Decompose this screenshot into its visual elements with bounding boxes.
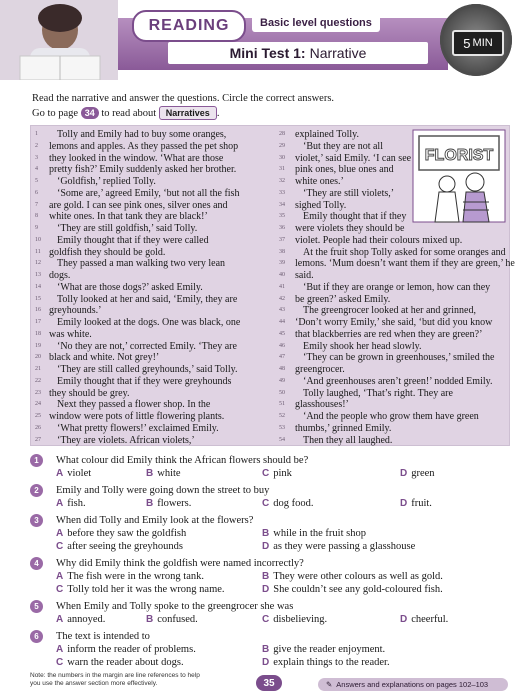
passage-line bbox=[279, 282, 505, 294]
line-text: greengrocer. bbox=[295, 364, 345, 375]
instructions-end: . bbox=[216, 108, 220, 119]
passage-line bbox=[35, 223, 271, 235]
passage-line bbox=[279, 364, 505, 376]
line-number: 17 bbox=[35, 319, 41, 325]
passage-line bbox=[35, 211, 271, 223]
option-text: She couldn’t see any gold-coloured fish. bbox=[273, 584, 443, 595]
question-text: The text is intended to bbox=[56, 631, 150, 642]
line-number: 31 bbox=[279, 166, 285, 173]
line-number: 14 bbox=[35, 283, 41, 290]
passage-line bbox=[35, 294, 271, 306]
instructions-line-2 bbox=[32, 106, 502, 121]
option-text: Tolly told her it was the wrong name. bbox=[67, 584, 225, 595]
option-text: disbelieving. bbox=[273, 614, 328, 625]
question-text: When Emily and Tolly spoke to the greengrocer she was bbox=[56, 601, 294, 612]
option-text: warn the reader about dogs. bbox=[67, 657, 184, 668]
option-text: confused. bbox=[157, 614, 198, 625]
line-text: Emily thought that if they bbox=[303, 211, 407, 223]
line-number: 39 bbox=[279, 260, 285, 267]
line-text: ‘But if they are orange or lemon, how can they bbox=[303, 281, 491, 293]
line-number: 34 bbox=[279, 201, 285, 208]
passage-line bbox=[35, 153, 271, 165]
answer-option-b[interactable] bbox=[146, 467, 181, 480]
line-text: ‘No they are not,’ corrected Emily. ‘They are bbox=[57, 340, 237, 352]
question-number-badge: 5 bbox=[30, 600, 43, 613]
line-number: 19 bbox=[35, 342, 41, 349]
passage-line bbox=[279, 352, 505, 364]
line-number: 30 bbox=[279, 154, 285, 161]
line-text: lemons. ‘Mum doesn’t want them if they are green,’ he bbox=[295, 258, 515, 270]
passage-line bbox=[35, 235, 271, 247]
line-text: Emily shook her head slowly. bbox=[303, 340, 422, 352]
instructions-line-1: Read the narrative and answer the questions. Circle the correct answers. bbox=[32, 93, 335, 104]
option-text: dog food. bbox=[273, 498, 314, 509]
line-text: ‘Goldfish,’ replied Tolly. bbox=[57, 176, 156, 187]
line-text: ‘But they are not all bbox=[303, 140, 383, 152]
passage-line bbox=[279, 388, 505, 400]
line-number: 40 bbox=[279, 272, 285, 278]
line-number: 28 bbox=[279, 131, 285, 137]
option-text: pink bbox=[273, 468, 292, 479]
line-number: 20 bbox=[35, 354, 41, 361]
option-text: fish. bbox=[67, 498, 86, 509]
line-number: 11 bbox=[35, 248, 41, 255]
answer-option-c[interactable] bbox=[262, 467, 292, 480]
line-text: ‘They are still goldfish,’ said Tolly. bbox=[57, 223, 198, 234]
line-text: Emily looked at the dogs. One was black, one bbox=[57, 317, 241, 328]
options-row bbox=[56, 527, 510, 540]
options-row bbox=[56, 643, 510, 656]
child-reading-photo bbox=[0, 0, 118, 80]
passage-line bbox=[35, 364, 271, 376]
option-letter: A bbox=[56, 468, 64, 479]
line-text: black and white. Not grey!’ bbox=[49, 352, 160, 364]
option-letter: A bbox=[56, 614, 64, 625]
line-number: 52 bbox=[279, 413, 285, 419]
passage-line bbox=[35, 399, 271, 411]
answer-option-b[interactable] bbox=[146, 497, 191, 510]
line-number: 5 bbox=[35, 178, 38, 184]
option-letter: D bbox=[262, 584, 270, 595]
passage-line bbox=[35, 282, 271, 294]
line-number: 51 bbox=[279, 401, 285, 408]
line-number: 37 bbox=[279, 236, 285, 243]
answer-option-b[interactable] bbox=[262, 527, 366, 540]
option-letter: C bbox=[262, 614, 270, 625]
question-4 bbox=[30, 557, 510, 596]
line-text: window were pots of little flowering plants. bbox=[49, 411, 225, 422]
passage-line bbox=[35, 129, 271, 141]
goto-text: Go to page bbox=[32, 108, 79, 119]
passage-line bbox=[279, 235, 505, 247]
line-text: said. bbox=[295, 270, 314, 281]
line-text: They passed a man walking two very lean bbox=[57, 258, 226, 270]
passage-line bbox=[35, 247, 271, 259]
florist-illustration bbox=[411, 128, 507, 224]
page-reference-badge[interactable]: 34 bbox=[81, 107, 99, 119]
line-number: 42 bbox=[279, 295, 285, 302]
option-letter: B bbox=[146, 468, 154, 479]
answer-option-d[interactable] bbox=[400, 497, 432, 510]
option-text: inform the reader of problems. bbox=[67, 644, 196, 655]
line-text: sighed Tolly. bbox=[295, 199, 347, 211]
line-number: 44 bbox=[279, 319, 285, 325]
line-text: lemons and apples. As they passed the pet shop bbox=[49, 140, 239, 152]
answer-option-c[interactable] bbox=[262, 613, 327, 626]
question-text: When did Tolly and Emily look at the flowers? bbox=[56, 515, 254, 526]
florist-sign-text: FLORIST bbox=[424, 147, 494, 164]
options-row bbox=[56, 583, 510, 596]
option-text: as they were passing a glasshouse bbox=[273, 541, 416, 552]
line-number: 9 bbox=[35, 225, 38, 231]
question-5 bbox=[30, 600, 510, 626]
option-text: after seeing the greyhounds bbox=[67, 541, 183, 552]
passage-line bbox=[35, 200, 271, 212]
topic-badge: Narratives bbox=[159, 106, 217, 120]
passage-line bbox=[279, 329, 505, 341]
option-letter: D bbox=[262, 541, 270, 552]
option-letter: B bbox=[262, 571, 270, 582]
line-number: 26 bbox=[35, 424, 41, 431]
line-text: thumbs,’ grinned Emily. bbox=[295, 422, 392, 434]
options-row bbox=[56, 540, 510, 553]
line-number: 7 bbox=[35, 201, 38, 208]
footer-note-line-1: Note: the numbers in the margin are line references to help bbox=[30, 672, 200, 679]
pencil-icon: ✎ bbox=[326, 680, 333, 689]
line-text: ‘They are still called greyhounds,’ said Tolly. bbox=[57, 364, 238, 375]
line-text: was white. bbox=[49, 328, 92, 340]
line-number: 24 bbox=[35, 401, 41, 408]
timer-display bbox=[452, 30, 504, 56]
passage-line bbox=[279, 294, 505, 306]
level-label: Basic level questions bbox=[252, 14, 380, 32]
answer-option-d[interactable] bbox=[400, 467, 435, 480]
option-letter: B bbox=[262, 644, 270, 655]
question-2 bbox=[30, 484, 510, 510]
passage-line bbox=[35, 341, 271, 353]
option-letter: D bbox=[400, 614, 408, 625]
instructions bbox=[32, 92, 502, 121]
passage-line bbox=[35, 411, 271, 423]
options-row bbox=[56, 613, 510, 626]
passage-left-column bbox=[35, 129, 271, 446]
line-number: 38 bbox=[279, 248, 285, 255]
option-letter: C bbox=[262, 468, 270, 479]
passage-line bbox=[279, 399, 505, 411]
question-text: Why did Emily think the goldfish were named incorrectly? bbox=[56, 558, 304, 569]
option-letter: A bbox=[56, 644, 64, 655]
narrative-passage bbox=[30, 125, 515, 446]
answer-option-d[interactable] bbox=[262, 540, 415, 553]
page-number: 35 bbox=[256, 675, 282, 691]
title-test-number: Mini Test 1: bbox=[229, 45, 306, 61]
line-text: ‘They are violets. African violets,’ bbox=[57, 434, 195, 446]
line-text: The greengrocer looked at her and grinned, bbox=[303, 305, 476, 317]
line-text: were violets they should be bbox=[295, 223, 405, 234]
answers-link-label: Answers and explanations on pages 102–103 bbox=[336, 680, 489, 689]
line-text: ‘They can be grown in greenhouses,’ smiled the bbox=[303, 352, 495, 364]
option-letter: D bbox=[400, 498, 408, 509]
passage-line bbox=[35, 329, 271, 341]
line-number: 54 bbox=[279, 436, 285, 443]
option-letter: D bbox=[400, 468, 408, 479]
page-title bbox=[168, 42, 428, 64]
passage-line bbox=[279, 247, 505, 259]
line-number: 43 bbox=[279, 307, 285, 314]
line-number: 13 bbox=[35, 272, 41, 278]
line-text: white ones.’ bbox=[295, 176, 344, 187]
line-text: they looked in the window. ‘What are those bbox=[49, 152, 224, 164]
answer-option-a[interactable] bbox=[56, 570, 204, 583]
option-text: violet bbox=[67, 468, 92, 479]
passage-line bbox=[35, 164, 271, 176]
section-tab: READING bbox=[132, 10, 246, 42]
line-number: 8 bbox=[35, 213, 38, 220]
option-text: fruit. bbox=[411, 498, 432, 509]
to-read-text: to read about bbox=[101, 108, 157, 119]
question-number-badge: 3 bbox=[30, 514, 43, 527]
line-text: Emily thought that if they were greyhounds bbox=[57, 375, 232, 387]
answer-option-a[interactable] bbox=[56, 497, 86, 510]
line-number: 3 bbox=[35, 154, 38, 161]
option-letter: D bbox=[262, 657, 270, 668]
question-list bbox=[30, 454, 510, 673]
line-number: 15 bbox=[35, 295, 41, 302]
answer-option-c[interactable] bbox=[56, 656, 184, 669]
option-text: explain things to the reader. bbox=[273, 657, 390, 668]
option-text: green bbox=[411, 468, 435, 479]
option-text: annoyed. bbox=[67, 614, 106, 625]
line-text: goldfish they should be gold. bbox=[49, 246, 166, 258]
line-text: Tolly laughed, ‘That’s right. They are bbox=[303, 387, 453, 399]
answer-option-a[interactable] bbox=[56, 527, 186, 540]
question-text: What colour did Emily think the African flowers should be? bbox=[56, 455, 309, 466]
line-number: 25 bbox=[35, 413, 41, 419]
option-text: The fish were in the wrong tank. bbox=[67, 571, 204, 582]
line-number: 29 bbox=[279, 142, 285, 149]
line-text: white ones. In that tank they are black!’ bbox=[49, 211, 208, 223]
line-text: ‘And the people who grow them have green bbox=[303, 411, 479, 422]
option-letter: C bbox=[56, 541, 64, 552]
option-letter: B bbox=[146, 498, 154, 509]
line-text: explained Tolly. bbox=[295, 129, 360, 140]
passage-line bbox=[35, 188, 271, 200]
question-number-badge: 1 bbox=[30, 454, 43, 467]
line-text: glasshouses!’ bbox=[295, 399, 349, 411]
line-number: 27 bbox=[35, 436, 41, 443]
option-letter: B bbox=[262, 528, 270, 539]
passage-line bbox=[279, 411, 505, 423]
line-number: 48 bbox=[279, 366, 285, 372]
line-text: violet,’ said Emily. ‘I can see bbox=[295, 152, 412, 164]
passage-line bbox=[279, 341, 505, 353]
answer-option-b[interactable] bbox=[146, 613, 198, 626]
option-text: flowers. bbox=[157, 498, 192, 509]
line-text: are gold. I can see pink ones, silver ones and bbox=[49, 199, 228, 211]
answer-option-b[interactable] bbox=[262, 643, 385, 656]
question-6 bbox=[30, 630, 510, 669]
passage-line bbox=[35, 258, 271, 270]
footer-note-line-2: you use the answer section more effectively. bbox=[30, 680, 158, 687]
options-row bbox=[56, 570, 510, 583]
timer-number: 5 bbox=[463, 35, 471, 51]
line-text: Then they all laughed. bbox=[303, 434, 393, 446]
line-text: Next they passed a flower shop. In the bbox=[57, 399, 211, 411]
option-letter: A bbox=[56, 571, 64, 582]
title-topic: Narrative bbox=[309, 45, 367, 61]
option-text: cheerful. bbox=[411, 614, 449, 625]
line-text: At the fruit shop Tolly asked for some oranges and bbox=[303, 246, 506, 258]
line-number: 2 bbox=[35, 142, 38, 149]
line-text: violet. People had their colours mixed up. bbox=[295, 234, 463, 246]
line-number: 33 bbox=[279, 189, 285, 196]
answer-option-d[interactable] bbox=[262, 583, 443, 596]
passage-line bbox=[35, 352, 271, 364]
answer-option-a[interactable] bbox=[56, 467, 91, 480]
line-text: that blackberries are red when they are green?’ bbox=[295, 328, 483, 340]
line-text: ‘What pretty flowers!’ exclaimed Emily. bbox=[57, 422, 219, 434]
line-number: 1 bbox=[35, 131, 38, 137]
passage-line bbox=[35, 317, 271, 329]
passage-line bbox=[279, 435, 505, 447]
question-3 bbox=[30, 514, 510, 553]
passage-line bbox=[279, 223, 505, 235]
footer-note bbox=[30, 672, 230, 688]
page-header bbox=[0, 0, 530, 82]
answer-option-a[interactable] bbox=[56, 613, 105, 626]
question-1 bbox=[30, 454, 510, 480]
passage-line bbox=[279, 317, 505, 329]
line-text: ‘Don’t worry Emily,’ she said, ‘but did you know bbox=[295, 317, 493, 328]
line-number: 53 bbox=[279, 424, 285, 431]
option-text: give the reader enjoyment. bbox=[273, 644, 386, 655]
line-number: 21 bbox=[35, 366, 41, 372]
passage-line bbox=[35, 423, 271, 435]
line-number: 50 bbox=[279, 389, 285, 396]
passage-line bbox=[35, 270, 271, 282]
line-number: 4 bbox=[35, 166, 38, 173]
option-letter: C bbox=[56, 657, 64, 668]
line-text: Emily thought that if they were called bbox=[57, 234, 209, 246]
answer-option-a[interactable] bbox=[56, 643, 196, 656]
line-number: 41 bbox=[279, 283, 285, 290]
question-number-badge: 2 bbox=[30, 484, 43, 497]
line-number: 32 bbox=[279, 178, 285, 184]
line-text: greyhounds.’ bbox=[49, 305, 102, 317]
answer-option-d[interactable] bbox=[400, 613, 448, 626]
answer-option-c[interactable] bbox=[56, 540, 183, 553]
answer-option-c[interactable] bbox=[262, 497, 313, 510]
line-number: 16 bbox=[35, 307, 41, 314]
line-text: ‘And greenhouses aren’t green!’ nodded Emily. bbox=[303, 375, 493, 387]
line-text: Tolly and Emily had to buy some oranges, bbox=[57, 129, 227, 140]
options-row bbox=[56, 656, 510, 669]
line-text: be green?’ asked Emily. bbox=[295, 293, 391, 305]
timer-unit: MIN bbox=[472, 37, 493, 49]
passage-line bbox=[279, 305, 505, 317]
option-text: before they saw the goldfish bbox=[67, 528, 187, 539]
answers-link[interactable] bbox=[318, 678, 508, 691]
line-number: 49 bbox=[279, 377, 285, 384]
passage-line bbox=[279, 258, 515, 270]
line-number: 10 bbox=[35, 236, 41, 243]
line-number: 36 bbox=[279, 225, 285, 231]
question-number-badge: 6 bbox=[30, 630, 43, 643]
line-text: they should be grey. bbox=[49, 387, 130, 399]
option-text: while in the fruit shop bbox=[273, 528, 366, 539]
passage-line bbox=[279, 423, 505, 435]
option-letter: B bbox=[146, 614, 154, 625]
line-text: dogs. bbox=[49, 270, 71, 281]
options-row bbox=[56, 467, 510, 480]
answer-option-c[interactable] bbox=[56, 583, 225, 596]
line-text: ‘Some are,’ agreed Emily, ‘but not all the fish bbox=[57, 187, 240, 199]
line-number: 22 bbox=[35, 377, 41, 384]
passage-line bbox=[35, 176, 271, 188]
line-number: 18 bbox=[35, 330, 41, 337]
question-text: Emily and Tolly were going down the street to buy bbox=[56, 485, 270, 496]
line-text: Tolly looked at her and said, ‘Emily, they are bbox=[57, 293, 238, 305]
option-letter: C bbox=[262, 498, 270, 509]
option-text: They were other colours as well as gold. bbox=[273, 571, 443, 582]
line-number: 45 bbox=[279, 330, 285, 337]
line-number: 23 bbox=[35, 389, 41, 396]
option-text: white bbox=[157, 468, 181, 479]
line-number: 35 bbox=[279, 213, 285, 220]
line-text: ‘What are those dogs?’ asked Emily. bbox=[57, 281, 203, 293]
passage-line bbox=[35, 376, 271, 388]
line-number: 47 bbox=[279, 354, 285, 361]
line-number: 6 bbox=[35, 189, 38, 196]
options-row bbox=[56, 497, 510, 510]
line-number: 12 bbox=[35, 260, 41, 267]
line-number: 46 bbox=[279, 342, 285, 349]
passage-line bbox=[35, 141, 271, 153]
passage-line bbox=[35, 388, 271, 400]
option-letter: A bbox=[56, 498, 64, 509]
passage-line bbox=[35, 305, 271, 317]
answer-option-d[interactable] bbox=[262, 656, 390, 669]
line-text: ‘They are still violets,’ bbox=[303, 187, 395, 199]
passage-line bbox=[279, 376, 505, 388]
line-text: pink ones, blue ones and bbox=[295, 164, 394, 176]
passage-line bbox=[279, 270, 505, 282]
passage-line bbox=[35, 435, 271, 447]
question-number-badge: 4 bbox=[30, 557, 43, 570]
answer-option-b[interactable] bbox=[262, 570, 443, 583]
option-letter: A bbox=[56, 528, 64, 539]
option-letter: C bbox=[56, 584, 64, 595]
line-text: pretty fish?’ Emily suddenly asked her brother. bbox=[49, 164, 237, 176]
